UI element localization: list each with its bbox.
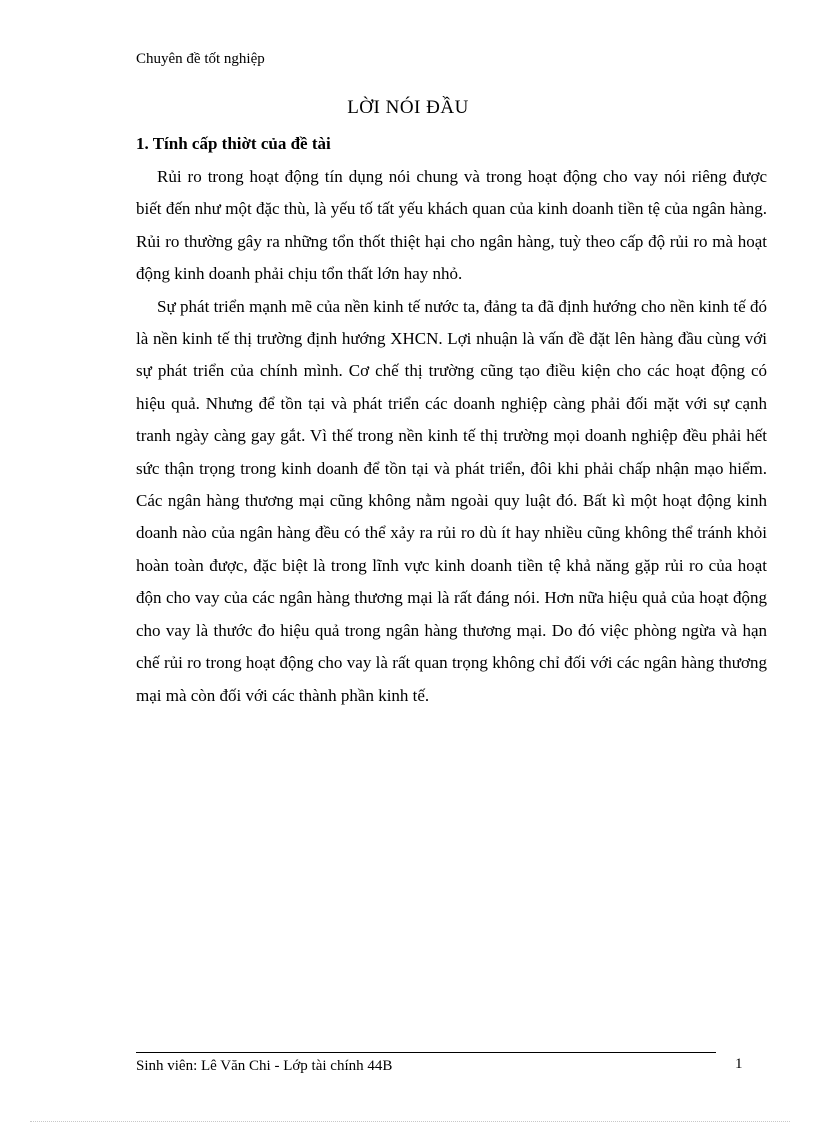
footer-author: Sinh viên: Lê Văn Chi - Lớp tài chính 44B [136, 1058, 393, 1074]
page-bottom-edge [30, 1121, 790, 1122]
section-heading: 1. Tính cấp thiờt của đề tài [136, 134, 331, 153]
page-title: LỜI NÓI ĐẦU [347, 97, 469, 118]
paragraph: Sự phát triển mạnh mẽ của nền kinh tế nước ta, đảng ta đã định hướng cho nền kinh tế đó là nền kinh tế thị trường định hướng XHCN. Lợi nhuận là vấn đề đặt lên hàng đầu cùng với sự phát triển của chính mình. Cơ chế thị trường cũng tạo điều kiện cho các hoạt động có hiệu quả. Nhưng để tồn tại và phát triển các doanh nghiệp càng phải đối mặt với sự cạnh tranh ngày càng gay gắt. Vì thế trong nền kinh tế thị trường mọi doanh nghiệp đều phải hết sức thận trọng trong kinh doanh để tồn tại và phát triển, đôi khi phải chấp nhận mạo hiểm. Các ngân hàng thương mại cũng không nằm ngoài quy luật đó. Bất kì một hoạt động kinh doanh nào của ngân hàng đều có thể xảy ra rủi ro dù ít hay nhiều cũng không thể tránh khỏi hoàn toàn được, đặc biệt là trong lĩnh vực kinh doanh tiền tệ khả năng gặp rủi ro của hoạt độn cho vay của các ngân hàng thương mại là rất đáng nói. Hơn nữa hiệu quả của hoạt động cho vay là thước đo hiệu quả trong ngân hàng thương mại. Do đó việc phòng ngừa và hạn chế rủi ro trong hoạt động cho vay là rất quan trọng không chỉ đối với các ngân hàng thương mại mà còn đối với các thành phần kinh tế. [136, 296, 767, 705]
footer-divider [136, 1052, 716, 1053]
page-number: 1 [735, 1056, 743, 1072]
paragraph: Rủi ro trong hoạt động tín dụng nói chung và trong hoạt động cho vay nói riêng được biết đến như một đặc thù, là yếu tố tất yếu khách quan của kinh doanh tiền tệ của ngân hàng. Rủi ro thường gây ra những tổn thốt thiệt hại cho ngân hàng, tuỳ theo cấp độ rủi ro mà hoạt động kinh doanh phải chịu tổn thất lớn hay nhỏ. [136, 167, 767, 284]
body-text [136, 161, 767, 712]
running-header: Chuyên đề tốt nghiệp [136, 51, 265, 67]
